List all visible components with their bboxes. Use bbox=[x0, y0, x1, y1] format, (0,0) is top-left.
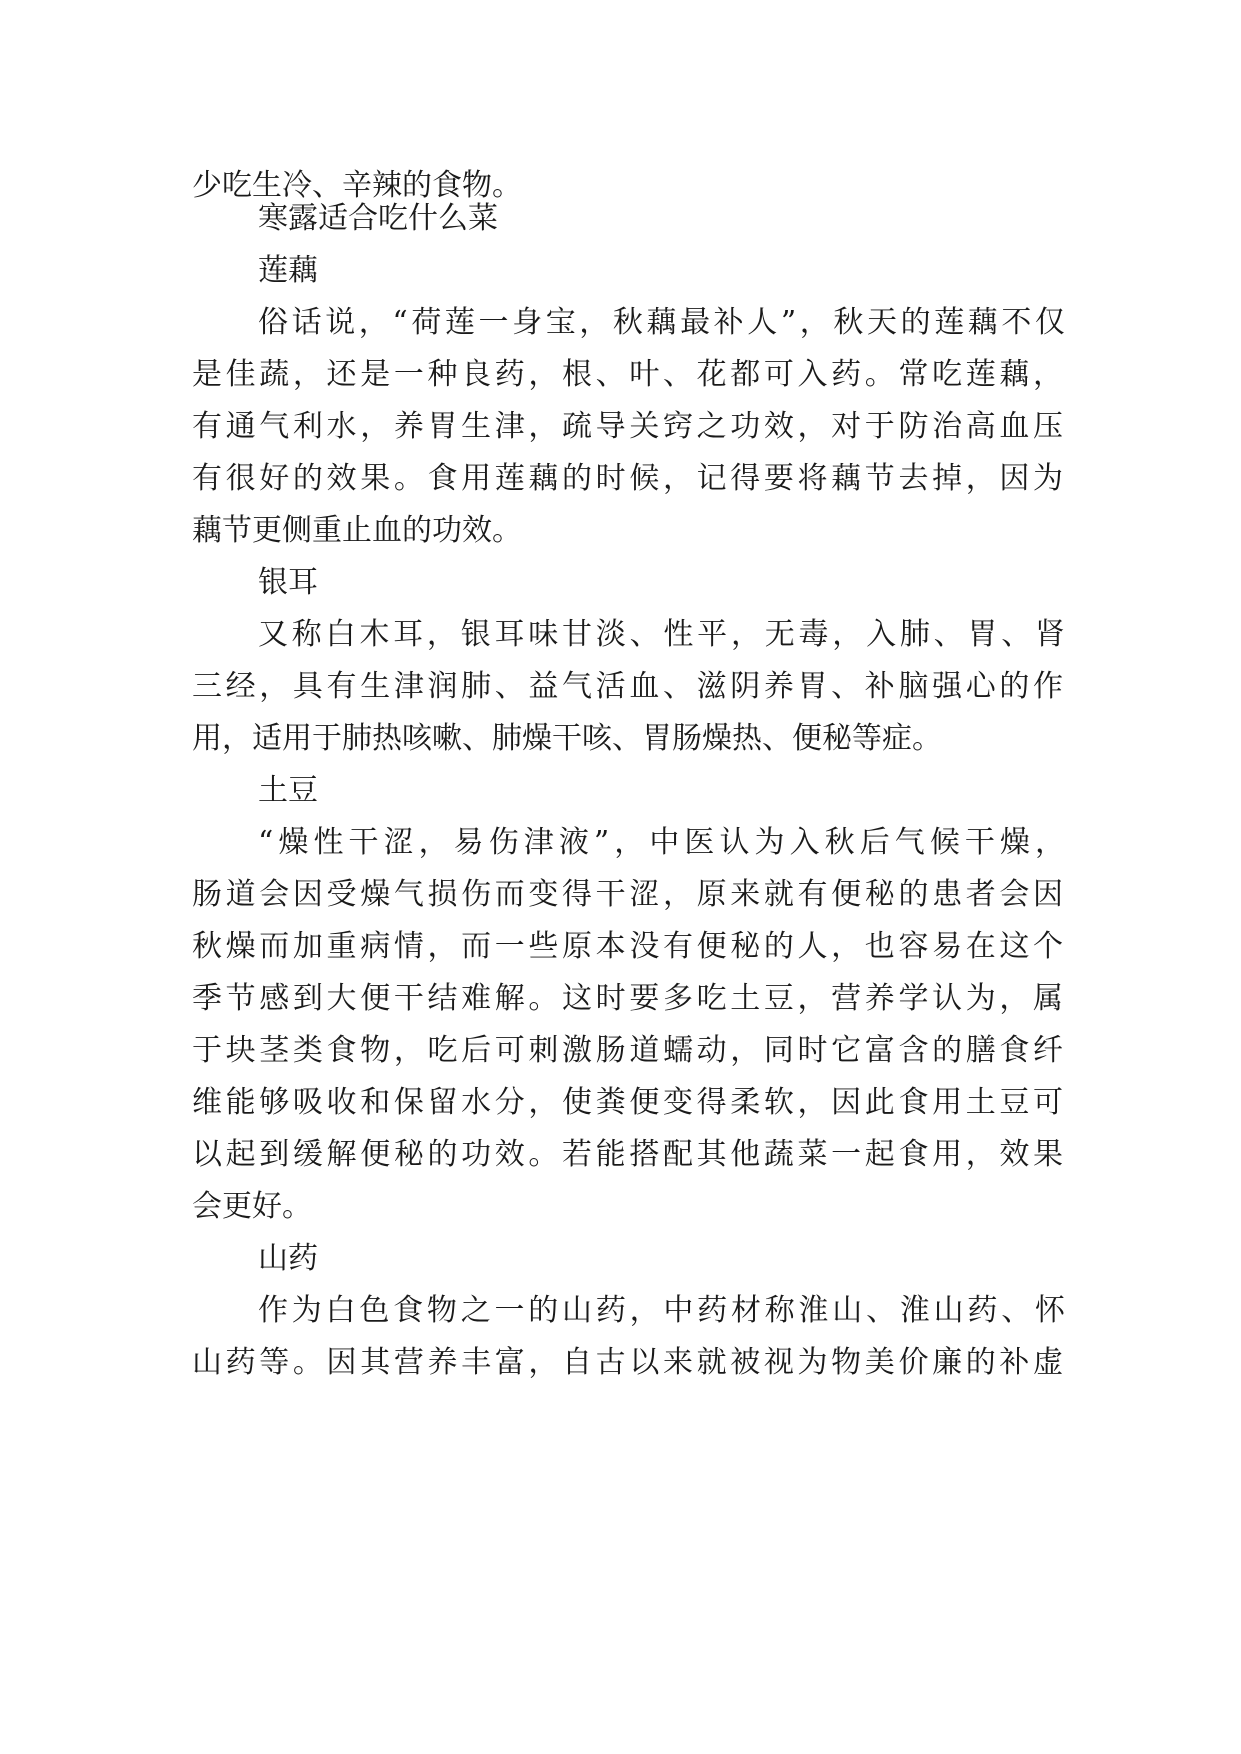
text-line: 有很好的效果。食用莲藕的时候，记得要将藕节去掉，因为 bbox=[192, 461, 1063, 496]
heading-line: 寒露适合吃什么菜 bbox=[258, 201, 498, 236]
subheading-lotus-root: 莲藕 bbox=[258, 253, 318, 288]
text-line: 于块茎类食物，吃后可刺激肠道蠕动，同时它富含的膳食纤 bbox=[192, 1033, 1063, 1068]
text-line: 俗话说，“荷莲一身宝，秋藕最补人”，秋天的莲藕不仅 bbox=[258, 305, 1065, 340]
text-line: 山药等。因其营养丰富，自古以来就被视为物美价廉的补虚 bbox=[192, 1345, 1063, 1380]
text-line: 秋燥而加重病情，而一些原本没有便秘的人，也容易在这个 bbox=[192, 929, 1063, 964]
text-line: 有通气利水，养胃生津，疏导关窍之功效，对于防治高血压 bbox=[192, 409, 1063, 444]
text-line: 肠道会因受燥气损伤而变得干涩，原来就有便秘的患者会因 bbox=[192, 877, 1063, 912]
subheading-potato: 土豆 bbox=[258, 773, 318, 808]
subheading-yam: 山药 bbox=[258, 1241, 318, 1276]
text-line: “燥性干涩，易伤津液”，中医认为入秋后气候干燥， bbox=[258, 825, 1065, 860]
text-line: 藕节更侧重止血的功效。 bbox=[192, 513, 522, 548]
text-line: 用，适用于肺热咳嗽、肺燥干咳、胃肠燥热、便秘等症。 bbox=[192, 721, 942, 756]
text-line: 会更好。 bbox=[192, 1189, 312, 1224]
text-line: 以起到缓解便秘的功效。若能搭配其他蔬菜一起食用，效果 bbox=[192, 1137, 1063, 1172]
text-line: 三经，具有生津润肺、益气活血、滋阴养胃、补脑强心的作 bbox=[192, 669, 1063, 704]
text-line: 少吃生冷、辛辣的食物。 bbox=[192, 168, 522, 203]
text-line: 季节感到大便干结难解。这时要多吃土豆，营养学认为，属 bbox=[192, 981, 1063, 1016]
text-line: 是佳蔬，还是一种良药，根、叶、花都可入药。常吃莲藕， bbox=[192, 357, 1063, 392]
text-line: 作为白色食物之一的山药，中药材称淮山、淮山药、怀 bbox=[258, 1293, 1065, 1328]
text-line: 维能够吸收和保留水分，使粪便变得柔软，因此食用土豆可 bbox=[192, 1085, 1063, 1120]
subheading-white-fungus: 银耳 bbox=[258, 565, 318, 600]
text-line: 又称白木耳，银耳味甘淡、性平，无毒，入肺、胃、肾 bbox=[258, 617, 1065, 652]
